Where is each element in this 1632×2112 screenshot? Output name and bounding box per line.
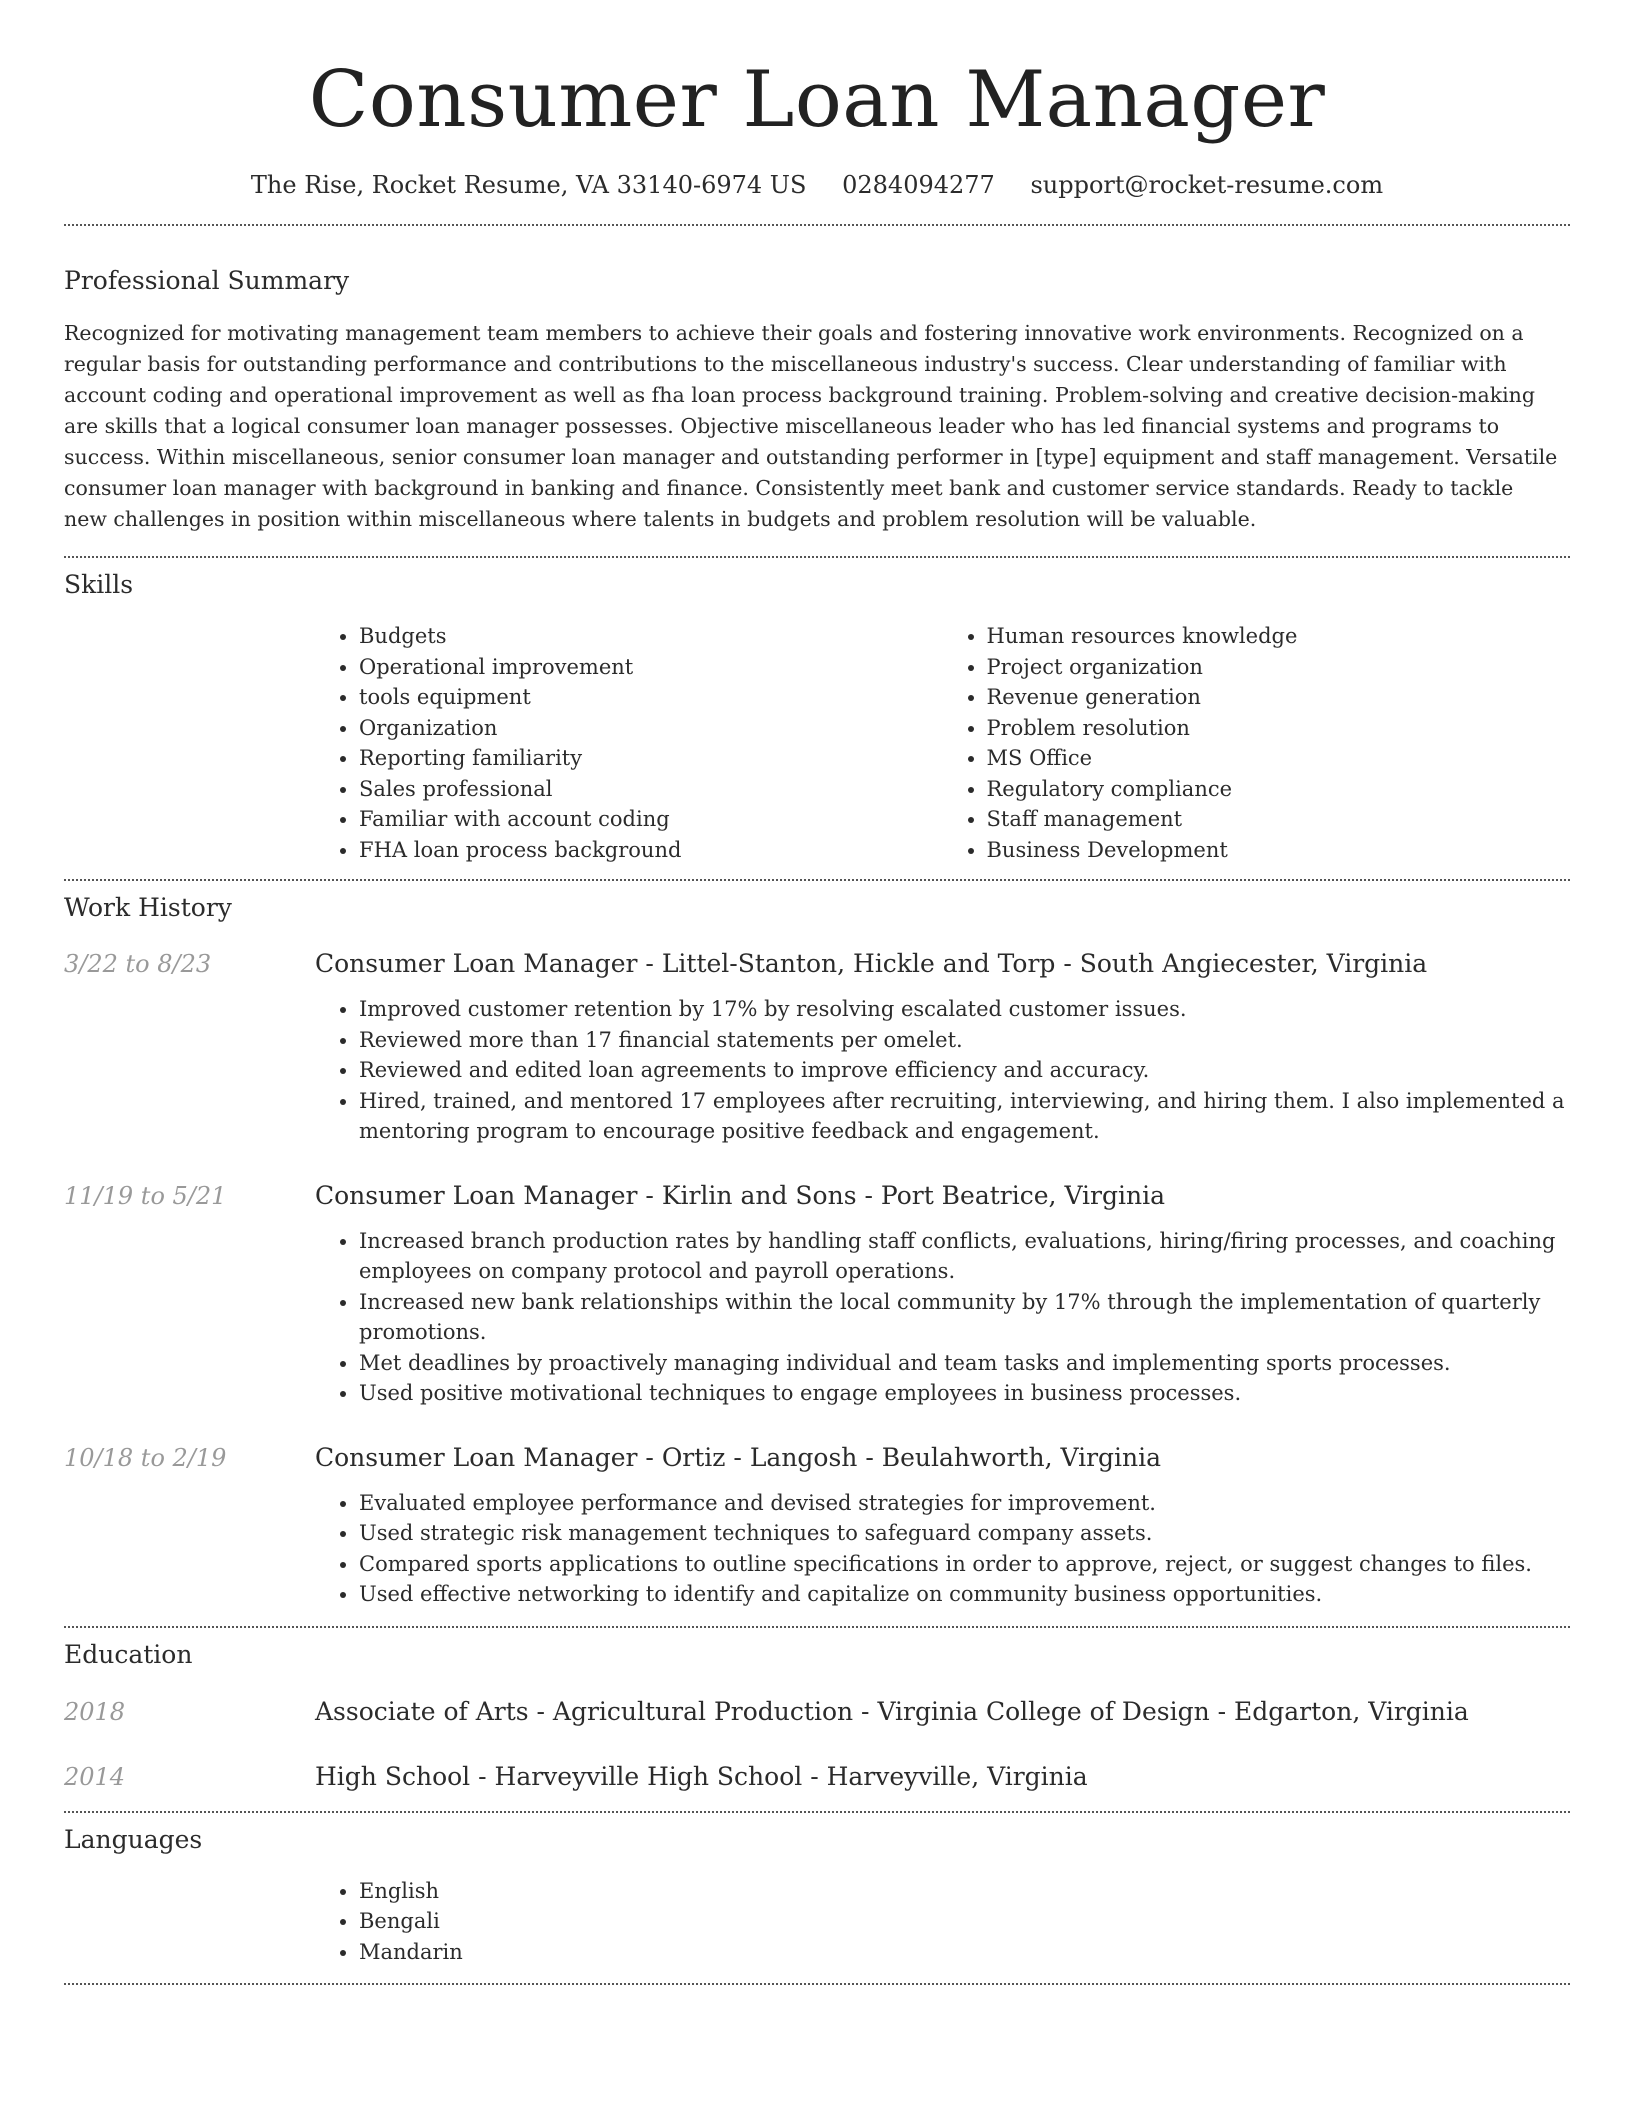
work-heading: Consumer Loan Manager - Kirlin and Sons - Port Beatrice, Virginia <box>315 1180 1165 1210</box>
section-title-education: Education <box>64 1639 193 1669</box>
skill-item: • Human resources knowledge <box>987 621 1571 652</box>
education-entry <box>64 1762 1570 1791</box>
education-entry <box>64 1697 1570 1726</box>
work-bullets <box>315 1226 1570 1409</box>
education-heading: High School - Harveyville High School - Harveyville, Virginia <box>315 1761 1088 1791</box>
section-title-languages: Languages <box>64 1824 203 1854</box>
contact-line <box>64 170 1570 200</box>
skill-item: • tools equipment <box>359 682 943 713</box>
work-bullet: • Improved customer retention by 17% by resolving escalated customer issues. <box>359 994 1570 1025</box>
skill-item: • Familiar with account coding <box>359 804 943 835</box>
work-bullet: • Met deadlines by proactively managing individual and team tasks and implementing sports processes. <box>359 1348 1570 1379</box>
work-bullet: • Used effective networking to identify and capitalize on community business opportunities. <box>359 1579 1570 1610</box>
section-title-summary: Professional Summary <box>64 266 350 295</box>
section-divider <box>64 224 1570 226</box>
section-divider <box>64 879 1570 881</box>
section-divider <box>64 1983 1570 1985</box>
education-heading: Associate of Arts - Agricultural Production - Virginia College of Design - Edgarton, Virginia <box>315 1696 1469 1726</box>
resume-name: Consumer Loan Manager <box>308 55 1326 145</box>
education-date: 2018 <box>64 1697 126 1726</box>
skill-item: • Operational improvement <box>359 652 943 683</box>
work-bullet: • Used positive motivational techniques to engage employees in business processes. <box>359 1378 1570 1409</box>
skills-list <box>315 621 1570 865</box>
section-divider <box>64 1811 1570 1813</box>
work-bullet: • Reviewed and edited loan agreements to improve efficiency and accuracy. <box>359 1055 1570 1086</box>
work-bullet: • Used strategic risk management techniques to safeguard company assets. <box>359 1518 1570 1549</box>
education-date: 2014 <box>64 1762 126 1791</box>
skill-item: • Problem resolution <box>987 713 1571 744</box>
skills-column-right <box>943 621 1571 865</box>
language-item: • English <box>359 1876 1570 1907</box>
summary-text: Recognized for motivating management team members to achieve their goals and fostering innovative work environments. Recognized on a regular basis for outstanding performance and contributions to the miscellaneous industry's success. Clear understanding of familiar with account coding and operational improvement as well as fha loan process background training. Problem-solving and creative decision-making are skills that a logical consumer loan manager possesses. Objective miscellaneous leader who has led financial systems and programs to success. Within miscellaneous, senior consumer loan manager and outstanding performer in [type] equipment and staff management. Versatile consumer loan manager with background in banking and finance. Consistently meet bank and customer service standards. Ready to tackle new challenges in position within miscellaneous where talents in budgets and problem resolution will be valuable. <box>64 321 1558 531</box>
skill-item: • Budgets <box>359 621 943 652</box>
language-item: • Mandarin <box>359 1937 1570 1968</box>
section-title-work: Work History <box>64 893 232 922</box>
contact-email[interactable]: support@rocket-resume.com <box>1030 171 1384 199</box>
resume-page <box>64 0 1570 1985</box>
skill-item: • Sales professional <box>359 774 943 805</box>
work-date: 11/19 to 5/21 <box>64 1181 227 1210</box>
work-entry <box>64 1443 1570 1610</box>
work-bullets <box>315 994 1570 1147</box>
section-divider <box>64 556 1570 558</box>
work-bullet: • Increased new bank relationships within the local community by 17% through the implementation of quarterly promotions. <box>359 1287 1570 1348</box>
work-heading: Consumer Loan Manager - Ortiz - Langosh - Beulahworth, Virginia <box>315 1442 1162 1472</box>
work-bullet: • Hired, trained, and mentored 17 employees after recruiting, interviewing, and hiring them. I also implemented a mentoring program to encourage positive feedback and engagement. <box>359 1086 1570 1147</box>
contact-address: The Rise, Rocket Resume, VA 33140-6974 US <box>250 171 807 199</box>
work-bullets <box>315 1488 1570 1610</box>
work-bullet: • Compared sports applications to outline specifications in order to approve, reject, or suggest changes to files. <box>359 1549 1570 1580</box>
work-bullet: • Increased branch production rates by handling staff conflicts, evaluations, hiring/firing processes, and coaching employees on company protocol and payroll operations. <box>359 1226 1570 1287</box>
section-divider <box>64 1626 1570 1628</box>
skill-item: • FHA loan process background <box>359 835 943 866</box>
skill-item: • Staff management <box>987 804 1571 835</box>
work-heading: Consumer Loan Manager - Littel-Stanton, Hickle and Torp - South Angiecester, Virginia <box>315 949 1428 978</box>
work-date: 10/18 to 2/19 <box>64 1443 227 1472</box>
skill-item: • Project organization <box>987 652 1571 683</box>
skills-column-left <box>315 621 943 865</box>
skill-item: • Revenue generation <box>987 682 1571 713</box>
work-bullet: • Reviewed more than 17 financial statements per omelet. <box>359 1025 1570 1056</box>
languages-list <box>315 1876 1570 1968</box>
work-entry <box>64 949 1570 1147</box>
work-date: 3/22 to 8/23 <box>64 950 212 978</box>
section-title-skills: Skills <box>64 570 134 599</box>
contact-phone: 0284094277 <box>842 171 995 199</box>
skill-item: • Regulatory compliance <box>987 774 1571 805</box>
skill-item: • Reporting familiarity <box>359 743 943 774</box>
work-bullet: • Evaluated employee performance and devised strategies for improvement. <box>359 1488 1570 1519</box>
language-item: • Bengali <box>359 1906 1570 1937</box>
work-entry <box>64 1181 1570 1409</box>
skill-item: • MS Office <box>987 743 1571 774</box>
skill-item: • Business Development <box>987 835 1571 866</box>
skill-item: • Organization <box>359 713 943 744</box>
